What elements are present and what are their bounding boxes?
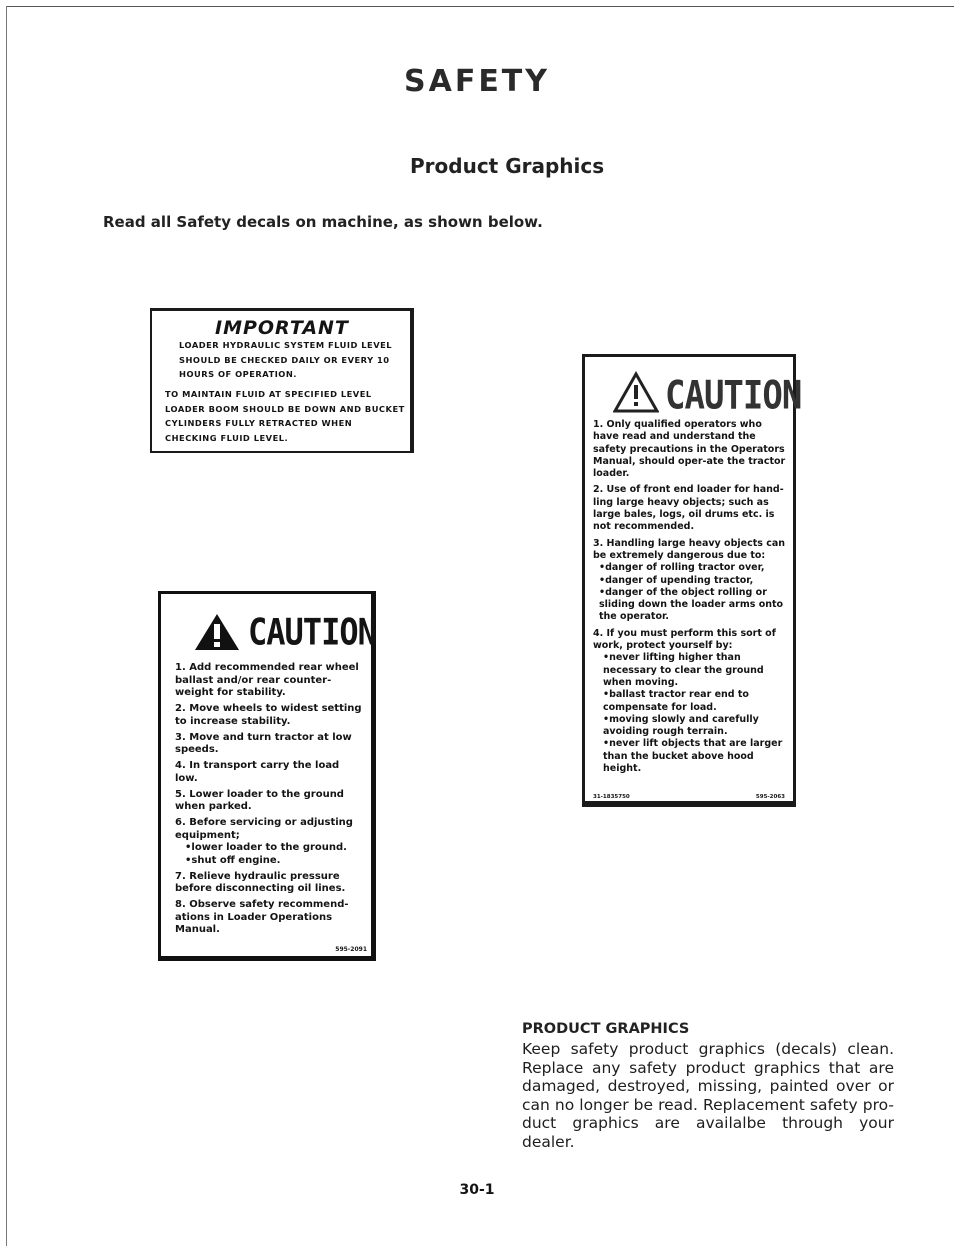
caution-right-subitem: •danger of upending tractor, (599, 574, 754, 586)
caution-left-subitem: •lower loader to the ground. (185, 842, 347, 853)
caution-right-item: 2. Use of front end loader for hand-ling large heavy objects; such as large bales, logs, oil drums etc. is not recommended. (593, 484, 784, 533)
important-decal (150, 308, 414, 453)
caution-left-item: 5. Lower loader to the ground when parked. (175, 788, 344, 812)
warning-triangle-icon (613, 371, 659, 413)
important-paragraph-1: LOADER HYDRAULIC SYSTEM FLUID LEVEL SHOULD BE CHECKED DAILY OR EVERY 10 HOURS OF OPERATION. (179, 340, 393, 379)
caution-right-subitem: •never lifting higher than necessary to clear the ground when moving. (603, 652, 764, 688)
important-heading: IMPORTANT (215, 317, 349, 339)
caution-heading-right: CAUTION (665, 373, 802, 419)
caution-right-item: 1. Only qualified operators who have read and understand the safety precautions in the Operators Manual, should oper-ate the tractor loader. (593, 419, 786, 480)
caution-right-subitem: •danger of rolling tractor over, (599, 562, 765, 574)
caution-right-subitem: •moving slowly and carefully avoiding rough terrain. (603, 713, 759, 738)
caution-left-item: 7. Relieve hydraulic pressure before disconnecting oil lines. (175, 870, 346, 894)
caution-left-item: 2. Move wheels to widest setting to increase stability. (175, 703, 362, 727)
caution-right-item: 3. Handling large heavy objects can be extremely dangerous due to: (593, 537, 786, 561)
caution-right-subitem: •danger of the object rolling or sliding down the loader arms onto the operator. (599, 586, 784, 623)
caution-list-right (593, 419, 789, 779)
important-paragraph-2: TO MAINTAIN FLUID AT SPECIFIED LEVEL LOADER BOOM SHOULD BE DOWN AND BUCKET CYLINDERS FULLY RETRACTED WHEN CHECKING FLUID LEVEL. (165, 389, 405, 443)
product-graphics-heading: PRODUCT GRAPHICS (522, 1021, 690, 1037)
page-title: SAFETY (404, 64, 550, 99)
caution-left-item: 1. Add recommended rear wheel ballast and/or rear counter-weight for stability. (175, 662, 359, 698)
caution-left-subitem: •shut off engine. (185, 854, 281, 866)
decal-footer-right (593, 794, 785, 800)
caution-left-item: 6. Before servicing or adjusting equipment; (175, 817, 353, 841)
decal-part-number: 31-1835750 (593, 794, 630, 800)
caution-right-subitem: •never lift objects that are larger than the bucket above hood height. (603, 738, 783, 775)
caution-left-item: 3. Move and turn tractor at low speeds. (175, 731, 352, 755)
caution-header-right (613, 371, 802, 419)
caution-decal-left (158, 591, 376, 961)
section-subtitle: Product Graphics (410, 154, 605, 178)
decal-code-left: 595-2091 (335, 946, 367, 953)
page-number: 30-1 (459, 1182, 495, 1198)
caution-left-item: 8. Observe safety recommend-ations in Loader Operations Manual. (175, 899, 349, 935)
caution-decal-right (582, 354, 802, 807)
page-border-top (6, 6, 954, 7)
warning-triangle-icon (193, 612, 241, 652)
caution-list-left (175, 662, 365, 940)
product-graphics-body: Keep safety product graphics (decals) clean. Replace any safety product graphics that are damaged, destroyed, missing, painted over or can no longer be read. Replacement safety pro-duct graphics are availalbe through your dealer. (522, 1040, 894, 1151)
decal-code-right: 595-2063 (755, 794, 785, 800)
page-border-left (6, 6, 7, 1246)
intro-text: Read all Safety decals on machine, as shown below. (103, 213, 543, 231)
caution-left-item: 4. In transport carry the load low. (175, 760, 340, 784)
caution-heading-left: CAUTION (248, 610, 376, 654)
caution-right-subitem: •ballast tractor rear end to compensate for load. (603, 689, 749, 713)
caution-right-item: 4. If you must perform this sort of work, protect yourself by: (593, 627, 776, 652)
